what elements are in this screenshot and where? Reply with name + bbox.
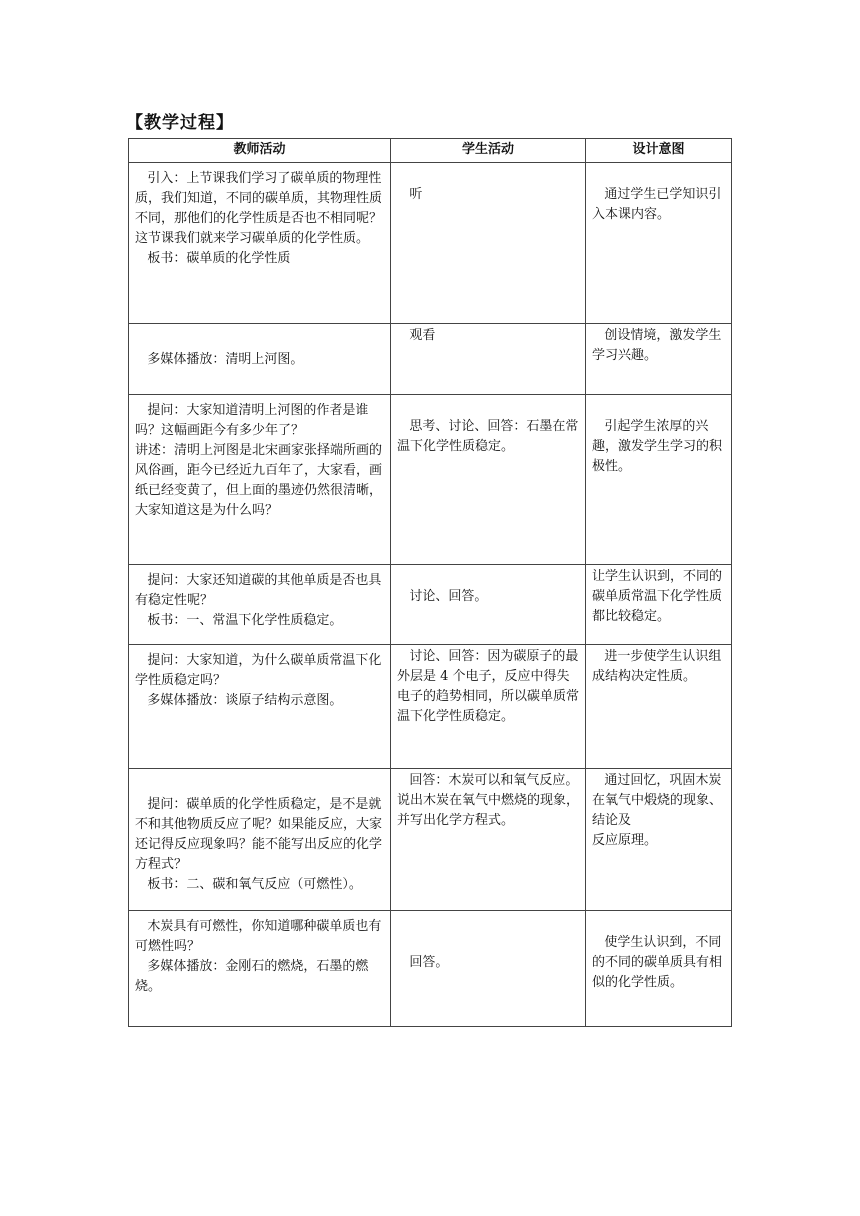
table-row — [129, 769, 732, 911]
design-intent-text: 引起学生浓厚的兴趣，激发学生学习的积极性。 — [592, 419, 723, 474]
header-student-activity: 学生活动 — [391, 139, 586, 163]
page-title: 【教学过程】 — [126, 113, 234, 133]
design-intent-cell — [586, 645, 732, 769]
design-intent-text: 让学生认识到，不同的碳单质常温下化学性质都比较稳定。 — [592, 569, 723, 624]
design-intent-cell — [586, 395, 732, 565]
student-activity-cell — [391, 911, 586, 1027]
design-intent-cell — [586, 163, 732, 324]
teacher-activity-cell — [129, 395, 391, 565]
student-activity-cell — [391, 645, 586, 769]
teacher-activity-text: 多媒体播放：清明上河图。 — [147, 352, 304, 367]
design-intent-text: 通过回忆，巩固木炭在氧气中煅烧的现象、结论及 反应原理。 — [592, 773, 723, 848]
student-activity-text: 讨论、回答。 — [409, 589, 488, 604]
teacher-activity-text: 提问：大家知道清明上河图的作者是谁吗？这幅画距今有多少年了？ 讲述：清明上河图是北宋画家张择端所画的风俗画，距今已经近九百年了，大家看，画纸已经变黄了，但上面的墨迹仍然很清晰，大家知道这是为什么吗？ — [135, 403, 383, 518]
student-activity-cell — [391, 769, 586, 911]
table-row — [129, 163, 732, 324]
design-intent-cell — [586, 911, 732, 1027]
teacher-activity-text: 木炭具有可燃性，你知道哪种碳单质也有可燃性吗？ 多媒体播放：金刚石的燃烧，石墨的燃烧。 — [135, 919, 382, 994]
design-intent-cell — [586, 565, 732, 645]
student-activity-text: 回答：木炭可以和氧气反应。说出木炭在氧气中燃烧的现象，并写出化学方程式。 — [397, 773, 580, 828]
design-intent-text: 通过学生已学知识引入本课内容。 — [592, 187, 722, 222]
teacher-activity-cell — [129, 645, 391, 769]
teacher-activity-cell — [129, 911, 391, 1027]
table-header-row — [129, 139, 732, 163]
teacher-activity-cell — [129, 163, 391, 324]
design-intent-cell — [586, 769, 732, 911]
design-intent-text: 使学生认识到，不同的不同的碳单质具有相似的化学性质。 — [592, 935, 723, 990]
teacher-activity-text: 提问：大家知道，为什么碳单质常温下化学性质稳定吗？ 多媒体播放：谈原子结构示意图。 — [135, 653, 382, 708]
teaching-process-table — [128, 138, 732, 1027]
student-activity-cell — [391, 163, 586, 324]
student-activity-text: 观看 — [397, 328, 436, 343]
student-activity-cell — [391, 324, 586, 395]
teacher-activity-cell — [129, 769, 391, 911]
student-activity-text: 思考、讨论、回答：石墨在常温下化学性质稳定。 — [397, 419, 579, 454]
student-activity-text: 回答。 — [409, 955, 449, 970]
design-intent-cell — [586, 324, 732, 395]
header-design-intent: 设计意图 — [586, 139, 732, 163]
design-intent-text: 进一步使学生认识组成结构决定性质。 — [592, 649, 722, 684]
table-row — [129, 324, 732, 395]
teacher-activity-cell — [129, 565, 391, 645]
student-activity-cell — [391, 565, 586, 645]
teacher-activity-cell — [129, 324, 391, 395]
table-row — [129, 645, 732, 769]
table-row — [129, 395, 732, 565]
table-row — [129, 911, 732, 1027]
student-activity-text: 听 — [409, 187, 423, 202]
header-teacher-activity: 教师活动 — [129, 139, 391, 163]
table-row — [129, 565, 732, 645]
design-intent-text: 创设情境，激发学生学习兴趣。 — [592, 328, 722, 363]
student-activity-cell — [391, 395, 586, 565]
teacher-activity-text: 提问：碳单质的化学性质稳定，是不是就不和其他物质反应了呢？如果能反应，大家还记得反应现象吗？能不能写出反应的化学方程式？ 板书：二、碳和氧气反应（可燃性）。 — [135, 797, 383, 892]
student-activity-text: 讨论、回答：因为碳原子的最外层是 4 个电子，反应中得失电子的趋势相同，所以碳单质常温下化学性质稳定。 — [397, 649, 580, 724]
teacher-activity-text: 引入：上节课我们学习了碳单质的物理性质，我们知道，不同的碳单质，其物理性质不同，那他们的化学性质是否也不相同呢？这节课我们就来学习碳单质的化学性质。 板书：碳单质的化学性质 — [135, 171, 383, 266]
teacher-activity-text: 提问：大家还知道碳的其他单质是否也具有稳定性呢？ 板书：一、常温下化学性质稳定。 — [135, 573, 382, 628]
